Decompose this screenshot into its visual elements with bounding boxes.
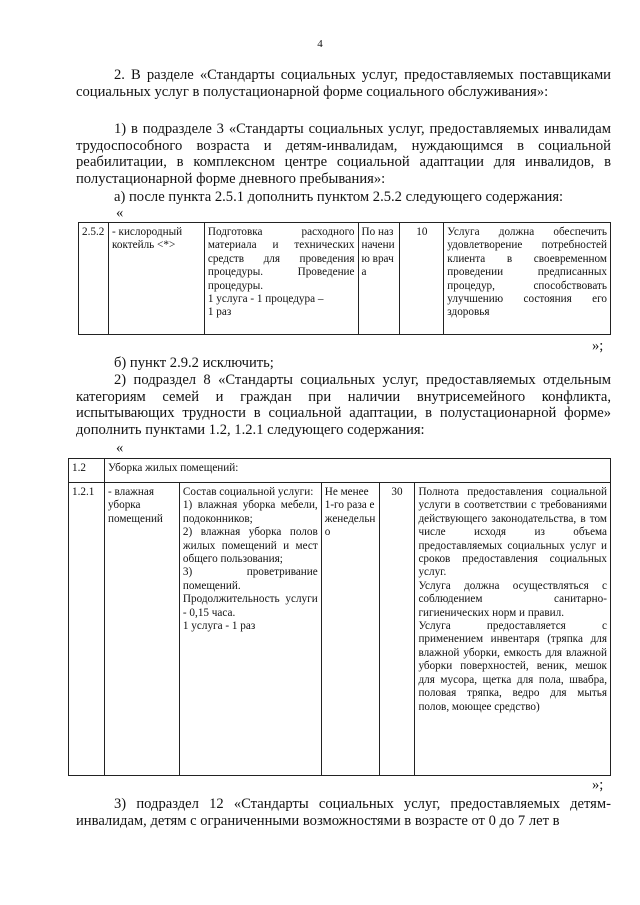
- item-3: 3) подраздел 12 «Стандарты социальных услуг, предоставляемых детям-инвалидам, детям с ограниченными возможностями в возрасте от 0 до 7 лет в: [76, 796, 611, 829]
- content-volume-2: 1 раз: [207, 306, 232, 319]
- item-1b: б) пункт 2.9.2 исключить;: [114, 355, 274, 371]
- close-quote-2: »;: [592, 777, 604, 793]
- table-1: [78, 222, 611, 335]
- group-number: 1.2: [69, 459, 105, 483]
- service-content: [179, 483, 321, 776]
- row-number: 2.5.2: [79, 223, 109, 335]
- open-quote-1: «: [116, 205, 124, 221]
- quality-line: Услуга предоставляется с применением инвентаря (тряпка для влажной уборки, емкость для влажной уборки поверхностей, веник, мешок для мусора, щетка для пола, швабра, половая тряпка, ведро для мытья полов, моющее средство): [418, 620, 607, 713]
- section-intro: 2. В разделе «Стандарты социальных услуг, предоставляемых поставщиками социальных услуг в полустационарной форме социального обслуживания»:: [76, 67, 611, 100]
- item-2: 2) подраздел 8 «Стандарты социальных услуг, предоставляемых отдельным категориям семей и граждан при наличии внутрисемейного конфликта, испытывающих трудности в социальной адаптации, в полустационарной форме» дополнить пунктами 1.2, 1.2.1 следующего содержания:: [76, 372, 611, 438]
- service-content: [204, 223, 358, 335]
- service-cost: 10: [400, 223, 444, 335]
- close-quote-1: »;: [592, 338, 604, 354]
- service-quality: [415, 483, 611, 776]
- row-number: 1.2.1: [69, 483, 105, 776]
- table-header-row: [69, 459, 611, 483]
- content-volume: 1 услуга - 1 процедура –: [207, 293, 324, 306]
- service-name: - кислородный коктейль <*>: [108, 223, 204, 335]
- content-line: 3) проветривание помещений.: [182, 566, 318, 592]
- content-line: 1) влажная уборка мебели, подоконников;: [182, 499, 318, 525]
- content-text: Подготовка расходного материала и технических средств для проведения процедуры. Проведение процедуры.: [207, 226, 355, 292]
- content-line: Состав социальной услуги:: [182, 486, 314, 498]
- service-cost: 30: [379, 483, 415, 776]
- service-quality: Услуга должна обеспечить удовлетворение потребностей клиента в своевременном проведении предписанных процедур, способствовать улучшению состояния его здоровья: [444, 223, 611, 335]
- quality-line: Полнота предоставления социальной услуги в соответствии с требованиями действующего законодательства, в том числе исходя из объема предоставляемых социальных услуг и сроков предоставления социальных услуг.: [418, 486, 607, 579]
- group-title: Уборка жилых помещений:: [104, 459, 610, 483]
- content-line: 1 услуга - 1 раз: [182, 620, 256, 633]
- item-1: 1) в подразделе 3 «Стандарты социальных услуг, предоставляемых инвалидам трудоспособного возраста и детям-инвалидам, нуждающимся в социальной реабилитации, в комплексном центре социальной адаптации для инвалидов, в полустационарной форме дневного пребывания»:: [76, 121, 611, 187]
- content-line: 2) влажная уборка полов жилых помещений и мест общего пользования;: [182, 526, 318, 566]
- page-number: 4: [317, 38, 323, 50]
- item-1a: а) после пункта 2.5.1 дополнить пунктом 2.5.2 следующего содержания:: [114, 189, 564, 205]
- table-row: [79, 223, 611, 335]
- table-row: [69, 483, 611, 776]
- open-quote-2: «: [116, 440, 124, 456]
- service-period: Не менее 1-го раза еженедельно: [321, 483, 379, 776]
- content-line: Продолжительность услуги - 0,15 часа.: [182, 593, 318, 619]
- quality-line: Услуга должна осуществляться с соблюдением санитарно-гигиенических норм и правил.: [418, 579, 607, 619]
- service-period: По назначению врача: [358, 223, 400, 335]
- table-2: [68, 458, 611, 776]
- service-name: - влажная уборка помещений: [104, 483, 179, 776]
